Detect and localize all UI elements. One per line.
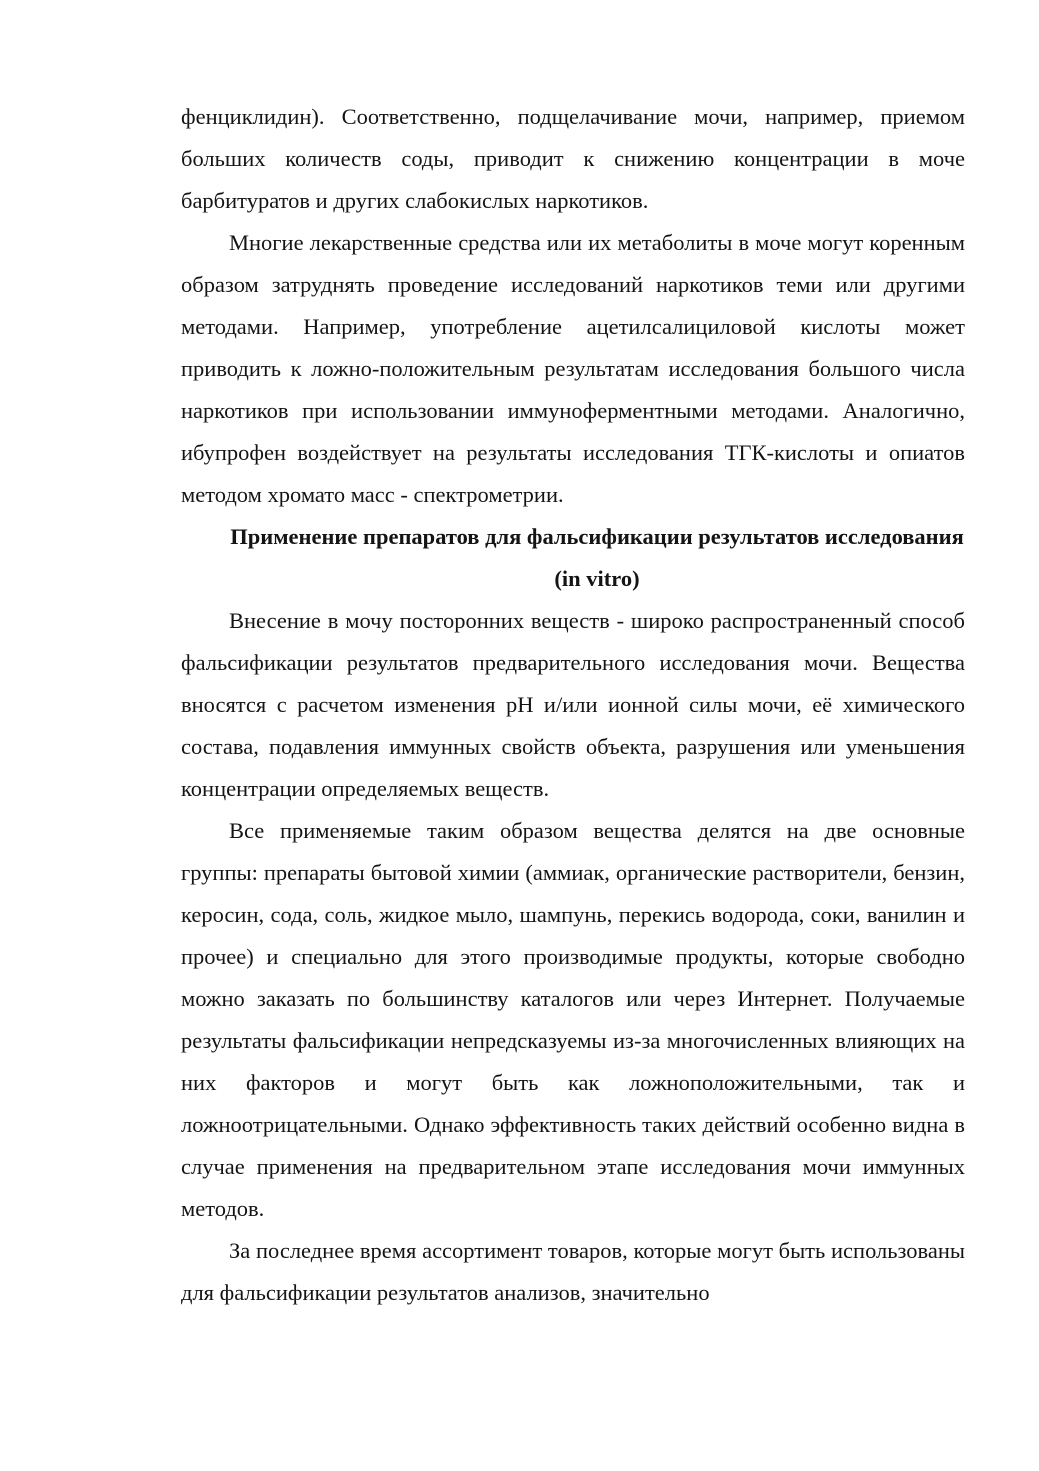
paragraph-adulterants-intro: Внесение в мочу посторонних веществ - широко распространенный способ фальсификации результатов предварительного исследования мочи. Вещества вносятся с расчетом изменения pH и/или ионной силы мочи, её химического состава, подавления иммунных свойств объекта, разрушения или уменьшения концентрации определяемых веществ. [181, 608, 965, 801]
section-heading: Применение препаратов для фальсификации результатов исследования (in vitro) [230, 524, 964, 591]
paragraph-continuation: фенциклидин). Соответственно, подщелачивание мочи, например, приемом больших количеств соды, приводит к снижению концентрации в моче барбитуратов и других слабокислых наркотиков. [181, 104, 965, 213]
document-body [181, 96, 965, 1314]
paragraph-drug-interference: Многие лекарственные средства или их метаболиты в моче могут коренным образом затруднять проведение исследований наркотиков теми или другими методами. Например, употребление ацетилсалициловой кислоты может приводить к ложно-положительным результатам исследования большого числа наркотиков при использовании иммуноферментными методами. Аналогично, ибупрофен воздействует на результаты исследования ТГК-кислоты и опиатов методом хромато масс - спектрометрии. [181, 230, 965, 507]
paragraph-product-range: За последнее время ассортимент товаров, которые могут быть использованы для фальсификации результатов анализов, значительно [181, 1238, 965, 1305]
paragraph-adulterant-groups: Все применяемые таким образом вещества делятся на две основные группы: препараты бытовой химии (аммиак, органические растворители, бензин, керосин, сода, соль, жидкое мыло, шампунь, перекись водорода, соки, ванилин и прочее) и специально для этого производимые продукты, которые свободно можно заказать по большинству каталогов или через Интернет. Получаемые результаты фальсификации непредсказуемы из-за многочисленных влияющих на них факторов и могут быть как ложноположительными, так и ложноотрицательными. Однако эффективность таких действий особенно видна в случае применения на предварительном этапе исследования мочи иммунных методов. [181, 818, 965, 1221]
